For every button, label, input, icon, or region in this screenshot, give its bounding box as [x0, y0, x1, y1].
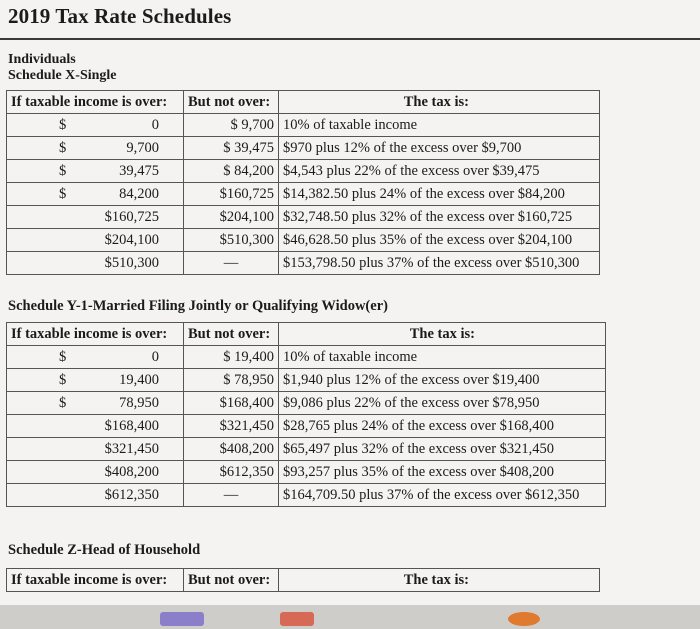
cell-tax: $1,940 plus 12% of the excess over $19,400 [279, 369, 606, 392]
screen-edge-icon [508, 612, 540, 626]
table-row [7, 438, 606, 461]
schedule-x-title: Schedule X-Single [8, 68, 117, 83]
cell-tax: $46,628.50 plus 35% of the excess over $204,100 [279, 229, 600, 252]
table-row [7, 252, 600, 275]
table-row [7, 346, 606, 369]
cell-income-over: $510,300 [7, 252, 184, 275]
table-row [7, 369, 606, 392]
col-header-not-over: But not over: [184, 569, 279, 592]
cell-income-over: $ 78,950 [7, 392, 184, 415]
cell-tax: $164,709.50 plus 37% of the excess over $612,350 [279, 484, 606, 507]
cell-income-over: $160,725 [7, 206, 184, 229]
col-header-not-over: But not over: [184, 91, 279, 114]
cell-not-over: $321,450 [184, 415, 279, 438]
photo-bottom-strip [0, 605, 700, 629]
col-header-over: If taxable income is over: [7, 91, 184, 114]
cell-not-over: $ 39,475 [184, 137, 279, 160]
cell-income-over: $321,450 [7, 438, 184, 461]
col-header-tax: The tax is: [279, 323, 606, 346]
page-title: 2019 Tax Rate Schedules [8, 4, 232, 28]
cell-not-over: $612,350 [184, 461, 279, 484]
cell-income-over: $ 0 [7, 114, 184, 137]
title-rule [0, 38, 700, 40]
cell-income-over: $ 0 [7, 346, 184, 369]
cell-income-over: $612,350 [7, 484, 184, 507]
cell-not-over: — [184, 484, 279, 507]
cell-not-over: $ 19,400 [184, 346, 279, 369]
cell-not-over: $160,725 [184, 183, 279, 206]
cell-income-over: $ 9,700 [7, 137, 184, 160]
schedule-x-table [6, 90, 600, 275]
cell-income-over: $ 39,475 [7, 160, 184, 183]
cell-tax: $28,765 plus 24% of the excess over $168,400 [279, 415, 606, 438]
cell-not-over: $204,100 [184, 206, 279, 229]
cell-not-over: $ 78,950 [184, 369, 279, 392]
table-header-row [7, 91, 600, 114]
cell-tax: $4,543 plus 22% of the excess over $39,475 [279, 160, 600, 183]
table-row [7, 484, 606, 507]
table-row [7, 206, 600, 229]
cell-not-over: $510,300 [184, 229, 279, 252]
col-header-not-over: But not over: [184, 323, 279, 346]
cell-not-over: $408,200 [184, 438, 279, 461]
col-header-over: If taxable income is over: [7, 323, 184, 346]
table-row [7, 392, 606, 415]
table-row [7, 137, 600, 160]
schedule-z-table [6, 568, 600, 592]
cell-income-over: $168,400 [7, 415, 184, 438]
cell-income-over: $408,200 [7, 461, 184, 484]
table-row [7, 160, 600, 183]
cell-income-over: $ 84,200 [7, 183, 184, 206]
cell-income-over: $204,100 [7, 229, 184, 252]
cell-tax: $93,257 plus 35% of the excess over $408,200 [279, 461, 606, 484]
schedule-y1-title: Schedule Y-1-Married Filing Jointly or Qualifying Widow(er) [8, 298, 388, 314]
col-header-tax: The tax is: [279, 569, 600, 592]
cell-tax: 10% of taxable income [279, 114, 600, 137]
table-header-row [7, 569, 600, 592]
cell-tax: 10% of taxable income [279, 346, 606, 369]
cell-tax: $153,798.50 plus 37% of the excess over $510,300 [279, 252, 600, 275]
col-header-tax: The tax is: [279, 91, 600, 114]
table-row [7, 229, 600, 252]
cell-tax: $14,382.50 plus 24% of the excess over $84,200 [279, 183, 600, 206]
schedule-z-title: Schedule Z-Head of Household [8, 542, 201, 558]
cell-not-over: $ 84,200 [184, 160, 279, 183]
section-heading: Individuals [8, 52, 76, 67]
cell-income-over: $ 19,400 [7, 369, 184, 392]
schedule-y1-table [6, 322, 606, 507]
cell-tax: $65,497 plus 32% of the excess over $321,450 [279, 438, 606, 461]
cell-tax: $9,086 plus 22% of the excess over $78,950 [279, 392, 606, 415]
col-header-over: If taxable income is over: [7, 569, 184, 592]
table-row [7, 461, 606, 484]
screen-edge-icon [280, 612, 314, 626]
cell-not-over: $168,400 [184, 392, 279, 415]
table-row [7, 183, 600, 206]
table-row [7, 114, 600, 137]
cell-not-over: $ 9,700 [184, 114, 279, 137]
screen-edge-icon [160, 612, 204, 626]
cell-tax: $32,748.50 plus 32% of the excess over $160,725 [279, 206, 600, 229]
cell-not-over: — [184, 252, 279, 275]
cell-tax: $970 plus 12% of the excess over $9,700 [279, 137, 600, 160]
table-header-row [7, 323, 606, 346]
table-row [7, 415, 606, 438]
